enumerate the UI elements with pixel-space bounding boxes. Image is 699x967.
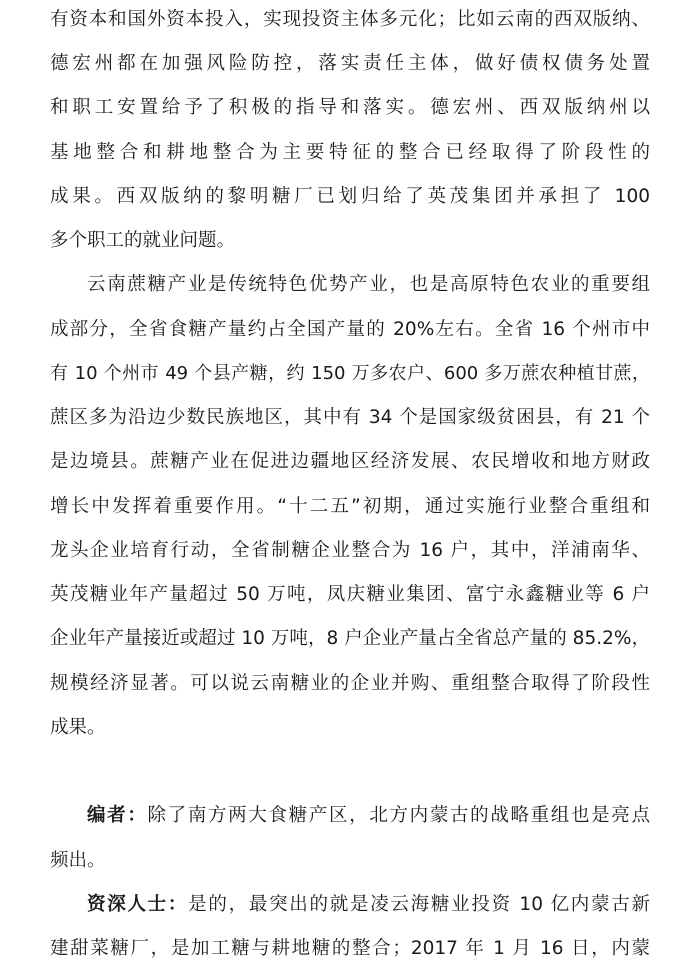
text-line: 英茂糖业年产量超过 50 万吨，凤庆糖业集团、富宁永鑫糖业等 6 户 [50,584,650,605]
text-line: 增长中发挥着重要作用。“十二五”初期，通过实施行业整合重组和 [50,496,650,517]
expert-line [87,893,650,917]
text-line: 规模经济显著。可以说云南糖业的企业并购、重组整合取得了阶段性 [50,673,650,694]
text-line: 云南蔗糖产业是传统特色优势产业，也是高原特色农业的重要组 [87,274,650,295]
text-line: 成果。西双版纳的黎明糖厂已划归给了英茂集团并承担了 100 [50,186,650,207]
text-line: 有 10 个州市 49 个县产糖，约 150 万多农户、600 多万蔗农种植甘蔗， [50,363,650,384]
expert-label: 资深人士： [87,894,189,915]
text-line: 有资本和国外资本投入，实现投资主体多元化；比如云南的西双版纳、 [50,9,650,30]
text-line: 和职工安置给予了积极的指导和落实。德宏州、西双版纳州以 [50,97,650,118]
editor-label: 编者： [87,805,148,826]
text-line: 企业年产量接近或超过 10 万吨，8 户企业产量占全省总产量的 85.2%， [50,628,650,649]
editor-line [87,804,650,828]
text-line: 成果。 [50,717,106,738]
editor-text: 除了南方两大食糖产区，北方内蒙古的战略重组也是亮点 [147,805,650,826]
text-line: 是边境县。蔗糖产业在促进边疆地区经济发展、农民增收和地方财政 [50,451,650,472]
text-line: 龙头企业培育行动，全省制糖企业整合为 16 户，其中，洋浦南华、 [50,540,650,561]
text-line: 建甜菜糖厂，是加工糖与耕地糖的整合；2017 年 1 月 16 日，内蒙 [50,938,650,959]
text-line: 多个职工的就业问题。 [50,230,236,251]
text-line: 成部分，全省食糖产量约占全国产量的 20%左右。全省 16 个州市中 [50,319,650,340]
text-line: 基地整合和耕地整合为主要特征的整合已经取得了阶段性的 [50,142,650,163]
text-line: 频出。 [50,850,106,871]
expert-text: 是的，最突出的就是凌云海糖业投资 10 亿内蒙古新 [188,894,650,915]
text-line: 德宏州都在加强风险防控，落实责任主体，做好债权债务处置 [50,53,650,74]
text-line: 蔗区多为沿边少数民族地区，其中有 34 个是国家级贫困县，有 21 个 [50,407,650,428]
